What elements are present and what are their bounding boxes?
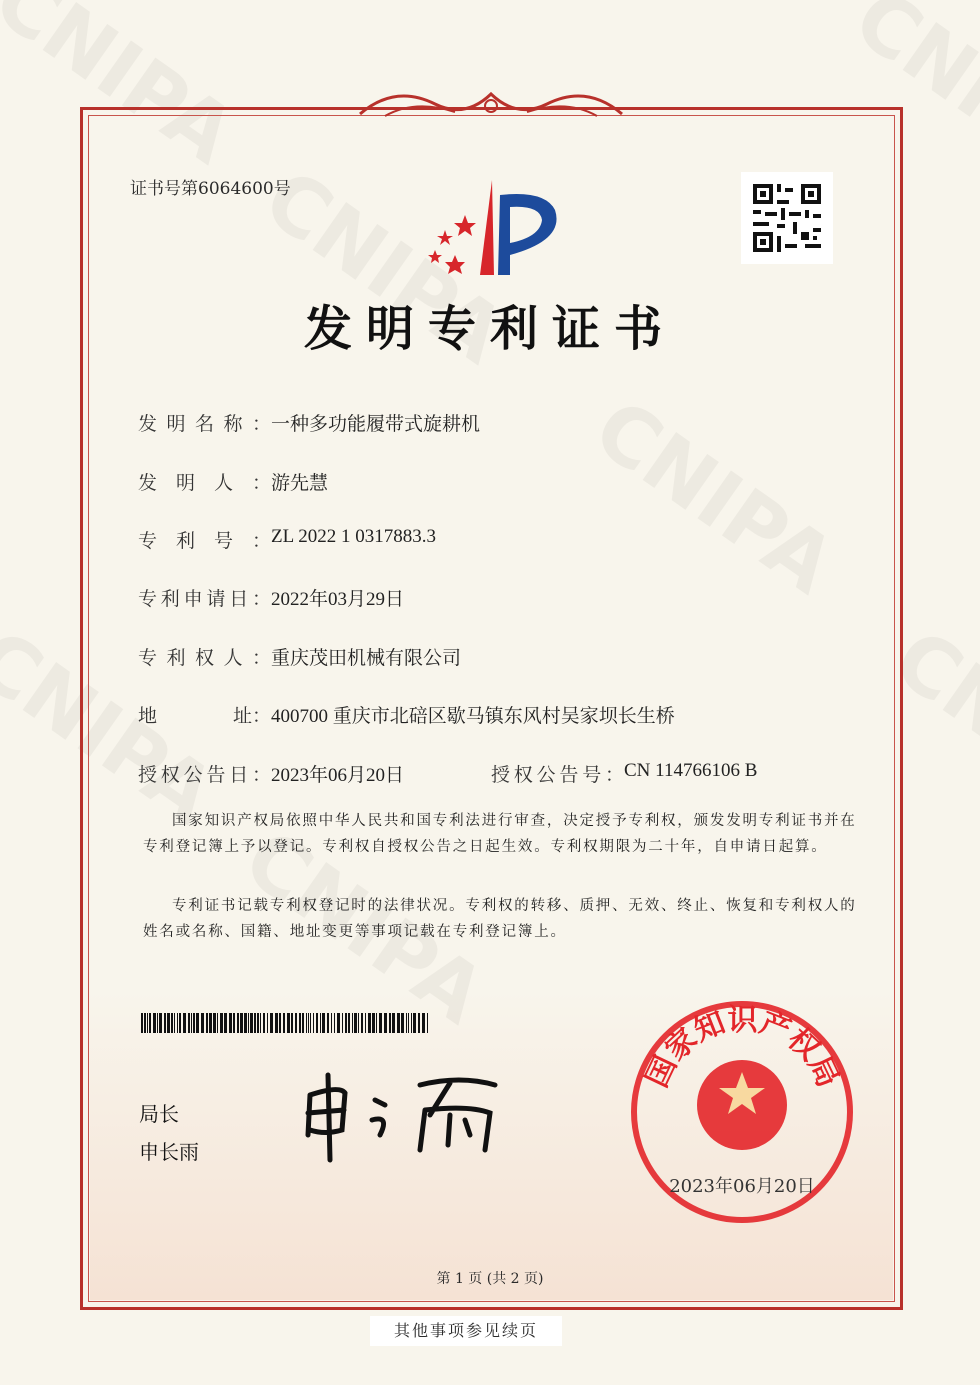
cnipa-logo-icon — [420, 175, 570, 285]
field-patent-number — [138, 526, 436, 553]
statement-paragraph: 专利证书记载专利权登记时的法律状况。专利权的转移、质押、无效、终止、恢复和专利权人的姓名或名称、国籍、地址变更等事项记载在专利登记簿上。 — [143, 898, 857, 940]
barcode-bar — [334, 1013, 335, 1033]
barcode-bar — [397, 1013, 400, 1033]
barcode-bar — [250, 1013, 253, 1033]
barcode-bar — [149, 1013, 151, 1033]
field-invention-name — [138, 409, 480, 436]
barcode-bar — [291, 1013, 293, 1033]
barcode-bar — [224, 1013, 227, 1033]
signatory-title: 局长 — [139, 1102, 179, 1126]
field-value: 游先慧 — [271, 473, 329, 494]
official-seal — [630, 1000, 855, 1225]
signature-image — [300, 1065, 510, 1165]
barcode-bar — [188, 1013, 190, 1033]
barcode-bar — [327, 1013, 329, 1033]
barcode-bar — [153, 1013, 156, 1033]
field-value: 2022年03月29日 — [271, 589, 405, 610]
barcode-bar — [384, 1013, 387, 1033]
field-value: 重庆茂田机械有限公司 — [271, 648, 462, 669]
barcode-bar — [365, 1013, 366, 1033]
barcode-bar — [209, 1013, 212, 1033]
field-address — [138, 701, 675, 728]
barcode-bar — [322, 1013, 325, 1033]
barcode-bar — [167, 1013, 170, 1033]
barcode-bar — [254, 1013, 256, 1033]
field-label: 授 权 公 告 号 ： — [491, 764, 624, 786]
barcode — [141, 1013, 431, 1033]
barcode-bar — [174, 1013, 175, 1033]
page-number: 第 1 页 (共 2 页) — [436, 1271, 544, 1287]
field-label: 发 明 人 ： — [138, 472, 271, 494]
barcode-bar — [183, 1013, 186, 1033]
continuation-note: 其他事项参见续页 — [370, 1316, 562, 1346]
barcode-bar — [376, 1013, 377, 1033]
barcode-bar — [427, 1013, 428, 1033]
barcode-bar — [248, 1013, 249, 1033]
barcode-bar — [177, 1013, 178, 1033]
field-inventor — [138, 468, 328, 495]
field-value: 400700 重庆市北碚区歇马镇东风村吴家坝长生桥 — [271, 706, 675, 727]
barcode-bar — [411, 1013, 412, 1033]
barcode-bar — [361, 1013, 363, 1033]
field-application-date — [138, 584, 404, 611]
field-label: 地 址 ： — [138, 705, 271, 727]
barcode-bar — [141, 1013, 143, 1033]
certificate-number: 证书号第6064600号 — [130, 179, 291, 199]
barcode-bar — [310, 1013, 311, 1033]
barcode-bar — [401, 1013, 404, 1033]
barcode-bar — [257, 1013, 259, 1033]
barcode-bar — [179, 1013, 181, 1033]
field-value: CN 114766106 B — [624, 760, 758, 781]
barcode-bar — [320, 1013, 321, 1033]
barcode-bar — [233, 1013, 235, 1033]
barcode-bar — [354, 1013, 357, 1033]
barcode-bar — [299, 1013, 301, 1033]
barcode-bar — [159, 1013, 162, 1033]
barcode-bar — [193, 1013, 195, 1033]
field-label: 发 明 名 称 ： — [138, 413, 271, 435]
qr-code — [741, 172, 833, 264]
field-patentee — [138, 643, 461, 670]
top-ornament-icon — [355, 84, 627, 124]
barcode-bar — [191, 1013, 192, 1033]
barcode-bar — [302, 1013, 304, 1033]
barcode-bar — [287, 1013, 290, 1033]
barcode-bar — [244, 1013, 247, 1033]
barcode-bar — [240, 1013, 243, 1033]
barcode-bar — [345, 1013, 347, 1033]
barcode-bar — [308, 1013, 309, 1033]
barcode-bar — [313, 1013, 314, 1033]
field-grant-date — [138, 760, 404, 787]
barcode-bar — [337, 1013, 340, 1033]
barcode-bar — [213, 1013, 216, 1033]
barcode-bar — [422, 1013, 425, 1033]
barcode-bar — [196, 1013, 199, 1033]
barcode-bar — [164, 1013, 166, 1033]
field-value: ZL 2022 1 0317883.3 — [271, 526, 437, 547]
barcode-bar — [413, 1013, 416, 1033]
barcode-bar — [283, 1013, 285, 1033]
seal-date: 2023年06月20日 — [669, 1176, 815, 1197]
barcode-bar — [418, 1013, 420, 1033]
barcode-bar — [201, 1013, 204, 1033]
barcode-bar — [389, 1013, 391, 1033]
field-label: 授 权 公 告 日 ： — [138, 764, 271, 786]
field-label: 专 利 申 请 日 ： — [138, 588, 271, 610]
field-label: 专 利 权 人 ： — [138, 647, 271, 669]
barcode-bar — [342, 1013, 343, 1033]
barcode-bar — [279, 1013, 281, 1033]
barcode-bar — [229, 1013, 232, 1033]
barcode-bar — [306, 1013, 307, 1033]
barcode-bar — [348, 1013, 350, 1033]
barcode-bar — [368, 1013, 371, 1033]
seal-org-text: 国家知识产权局 — [639, 1003, 846, 1093]
barcode-bar — [147, 1013, 148, 1033]
page-title: 发明专利证书 — [303, 301, 676, 357]
barcode-bar — [217, 1013, 218, 1033]
barcode-bar — [331, 1013, 332, 1033]
statement-paragraph: 国家知识产权局依照中华人民共和国专利法进行审查，决定授予专利权，颁发发明专利证书并在专利登记簿上予以登记。专利权自授权公告之日起生效。专利权期限为二十年，自申请日起算。 — [143, 813, 857, 855]
barcode-bar — [220, 1013, 223, 1033]
barcode-bar — [316, 1013, 318, 1033]
signatory-name: 申长雨 — [139, 1140, 199, 1164]
field-value: 一种多功能履带式旋耕机 — [271, 414, 481, 435]
barcode-bar — [275, 1013, 278, 1033]
barcode-bar — [206, 1013, 208, 1033]
barcode-bar — [392, 1013, 395, 1033]
barcode-bar — [270, 1013, 273, 1033]
field-publication-number — [491, 760, 757, 787]
barcode-bar — [263, 1013, 265, 1033]
barcode-bar — [408, 1013, 409, 1033]
barcode-bar — [157, 1013, 158, 1033]
field-label: 专 利 号 ： — [138, 530, 271, 552]
barcode-bar — [237, 1013, 239, 1033]
barcode-bar — [144, 1013, 146, 1033]
barcode-bar — [267, 1013, 268, 1033]
field-value: 2023年06月20日 — [271, 765, 405, 786]
barcode-bar — [379, 1013, 382, 1033]
barcode-bar — [358, 1013, 359, 1033]
barcode-bar — [406, 1013, 407, 1033]
barcode-bar — [171, 1013, 173, 1033]
barcode-bar — [260, 1013, 261, 1033]
barcode-bar — [372, 1013, 375, 1033]
barcode-bar — [352, 1013, 353, 1033]
barcode-bar — [295, 1013, 297, 1033]
